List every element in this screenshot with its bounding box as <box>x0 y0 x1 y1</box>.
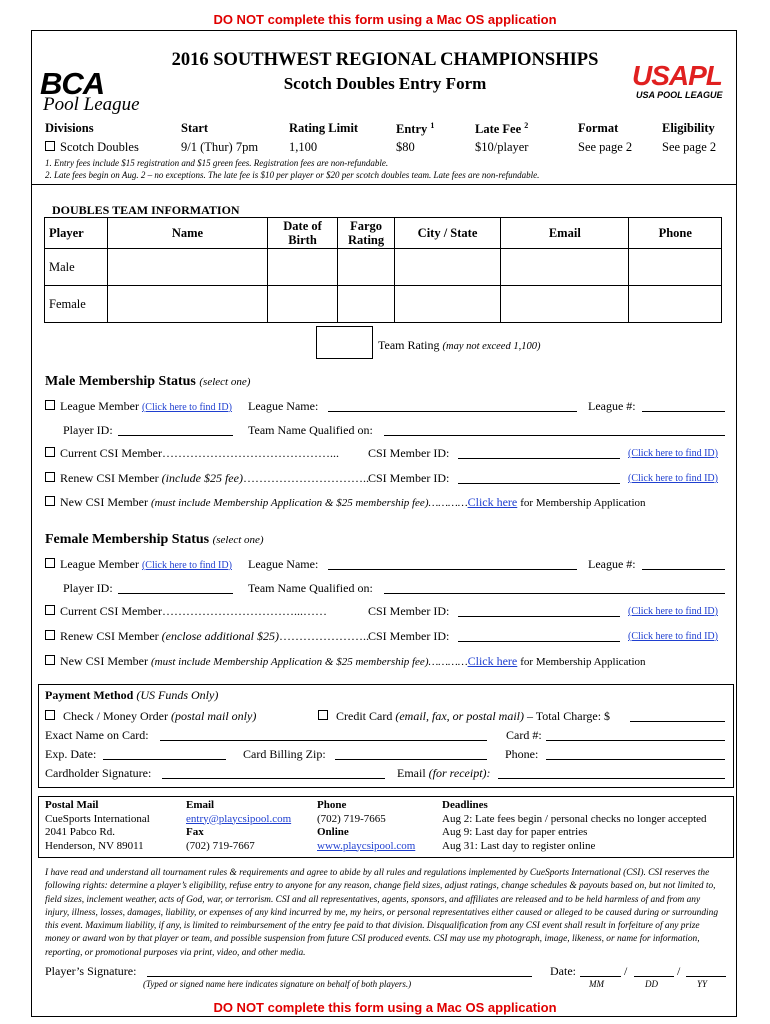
col-entry: Entry $^1$ <box>396 121 435 137</box>
male-renew-option[interactable]: Renew CSI Member (include $25 fee)………………………….. <box>45 471 369 486</box>
male-csi-id-label-1: CSI Member ID: <box>368 446 450 460</box>
form-subtitle: Scotch Doubles Entry Form <box>283 74 487 93</box>
female-find-id-link-2[interactable]: (Click here to find ID) <box>628 606 718 617</box>
date-dd-hint: DD <box>645 979 658 989</box>
check-option[interactable]: Check / Money Order (postal mail only) <box>45 709 256 724</box>
male-email-field[interactable] <box>501 249 629 286</box>
player-signature-label: Player’s Signature: <box>45 964 137 978</box>
checkbox[interactable] <box>318 710 328 720</box>
phone-label: Phone: <box>505 747 539 761</box>
date-yy-hint: YY <box>697 979 708 989</box>
male-current-csi-option[interactable]: Current CSI Member……………………………………... <box>45 446 339 461</box>
bca-logo-text: BCA <box>40 66 105 101</box>
exp-date-field[interactable] <box>103 759 226 760</box>
female-csi-id-label-1: CSI Member ID: <box>368 604 450 618</box>
female-league-num-field[interactable] <box>642 569 725 570</box>
checkbox[interactable] <box>45 400 55 410</box>
th-player: Player <box>45 218 108 249</box>
col-late-fee: Late Fee $^2$ <box>475 121 529 137</box>
male-find-id-link-3[interactable]: (Click here to find ID) <box>628 473 718 484</box>
male-membership-heading: Male Membership Status (select one) <box>45 374 251 389</box>
checkbox[interactable] <box>45 496 55 506</box>
female-dob-field[interactable] <box>267 286 337 323</box>
division-rating: 1,100 <box>289 140 318 154</box>
th-city: City / State <box>394 218 500 249</box>
checkbox[interactable] <box>45 655 55 665</box>
usapl-logo <box>632 62 727 100</box>
billing-zip-label: Card Billing Zip: <box>243 747 326 761</box>
billing-zip-field[interactable] <box>335 759 487 760</box>
male-league-num-label: League #: <box>588 399 636 413</box>
male-league-num-field[interactable] <box>642 411 725 412</box>
divider <box>32 184 736 185</box>
email-fax-block: Email entry@playcsipool.com Fax (702) 719-7667 <box>186 799 292 852</box>
female-player-id-field[interactable] <box>118 593 233 594</box>
col-start: Start <box>181 121 209 135</box>
mac-warning-top: DO NOT complete this form using a Mac OS application <box>213 12 557 27</box>
female-csi-id-field-1[interactable] <box>458 616 620 617</box>
checkbox[interactable] <box>45 605 55 615</box>
phone-field[interactable] <box>546 759 725 760</box>
male-name-field[interactable] <box>108 249 268 286</box>
card-number-field[interactable] <box>546 740 725 741</box>
female-csi-id-field-2[interactable] <box>458 641 620 642</box>
male-new-csi-option[interactable]: New CSI Member (must include Membership Application & $25 membership fee)…………Click here for Membership Application <box>45 495 646 510</box>
male-league-name-field[interactable] <box>328 411 577 412</box>
form-title: 2016 SOUTHWEST REGIONAL CHAMPIONSHIPS <box>171 50 599 70</box>
date-mm-field[interactable] <box>580 976 621 977</box>
receipt-email-field[interactable] <box>498 778 725 779</box>
date-dd-field[interactable] <box>634 976 674 977</box>
male-csi-id-field-1[interactable] <box>458 458 620 459</box>
usapl-logo-subtext: USA POOL LEAGUE <box>636 90 723 100</box>
date-slash-1: / <box>624 964 628 978</box>
exp-date-label: Exp. Date: <box>45 747 97 761</box>
female-csi-id-label-2: CSI Member ID: <box>368 629 450 643</box>
row-label-female: Female <box>45 286 108 323</box>
postal-mail-block: Postal Mail CueSports International 2041 Pabco Rd. Henderson, NV 89011 <box>45 799 150 852</box>
cardholder-signature-label: Cardholder Signature: <box>45 766 152 780</box>
team-rating-box[interactable] <box>316 326 373 359</box>
female-name-field[interactable] <box>108 286 268 323</box>
division-format: See page 2 <box>578 140 633 154</box>
female-fargo-field[interactable] <box>338 286 395 323</box>
female-phone-field[interactable] <box>629 286 722 323</box>
female-email-field[interactable] <box>501 286 629 323</box>
th-fargo: Fargo Rating <box>338 218 395 249</box>
col-divisions: Divisions <box>45 121 94 135</box>
female-league-name-field[interactable] <box>328 569 577 570</box>
female-find-id-link[interactable]: (Click here to find ID) <box>141 560 232 571</box>
receipt-email-label: Email (for receipt): <box>397 766 491 780</box>
female-league-num-label: League #: <box>588 557 636 571</box>
female-team-name-label: Team Name Qualified on: <box>248 581 373 595</box>
division-scotch-doubles[interactable]: Scotch Doubles <box>45 140 139 155</box>
female-team-name-field[interactable] <box>384 593 725 594</box>
team-table <box>44 217 722 323</box>
male-csi-id-field-2[interactable] <box>458 483 620 484</box>
website-link[interactable]: www.playcsipool.com <box>317 839 416 852</box>
card-number-label: Card #: <box>506 728 542 742</box>
row-label-male: Male <box>45 249 108 286</box>
male-find-id-link-2[interactable]: (Click here to find ID) <box>628 448 718 459</box>
phone-online-block: Phone (702) 719-7665 Online www.playcsipool.com <box>317 799 416 852</box>
female-league-member-option[interactable]: League Member (Click here to find ID) <box>45 557 232 572</box>
checkbox[interactable] <box>45 630 55 640</box>
female-membership-heading: Female Membership Status (select one) <box>45 532 264 547</box>
table-row <box>45 286 722 323</box>
date-yy-field[interactable] <box>686 976 726 977</box>
division-eligibility: See page 2 <box>662 140 717 154</box>
mac-warning-bottom: DO NOT complete this form using a Mac OS application <box>213 1000 557 1015</box>
th-email: Email <box>501 218 629 249</box>
player-signature-field[interactable] <box>147 976 532 977</box>
fee-note-1: 1. Entry fees include $15 registration and $15 green fees. Registration fees are non-refundable. <box>45 158 389 168</box>
th-dob: Date of Birth <box>267 218 337 249</box>
male-fargo-field[interactable] <box>338 249 395 286</box>
division-entry: $80 <box>396 140 415 154</box>
division-checkbox[interactable] <box>45 141 55 151</box>
th-phone: Phone <box>629 218 722 249</box>
date-mm-hint: MM <box>589 979 604 989</box>
usapl-logo-text: USAPL <box>632 60 722 91</box>
female-league-name-label: League Name: <box>248 557 319 571</box>
date-label: Date: <box>550 964 576 978</box>
checkbox[interactable] <box>45 447 55 457</box>
contact-email-link[interactable]: entry@playcsipool.com <box>186 812 292 825</box>
signature-note: (Typed or signed name here indicates signature on behalf of both players.) <box>143 979 412 989</box>
col-format: Format <box>578 121 619 135</box>
fee-note-2: 2. Late fees begin on Aug. 2 – no exceptions. The late fee is $10 per player or $20 per scotch doubles team. Late fees are non-refundable. <box>45 170 540 180</box>
credit-card-option[interactable]: Credit Card (email, fax, or postal mail) – Total Charge: $ <box>318 709 610 724</box>
name-on-card-label: Exact Name on Card: <box>45 728 149 742</box>
cardholder-signature-field[interactable] <box>162 778 385 779</box>
table-row <box>45 249 722 286</box>
female-membership-app-link[interactable]: Click here <box>467 654 518 668</box>
male-dob-field[interactable] <box>267 249 337 286</box>
division-start: 9/1 (Thur) 7pm <box>181 140 259 154</box>
deadlines-block: Deadlines Aug 2: Late fees begin / personal checks no longer accepted Aug 9: Last day for paper entries Aug 31: Last day to register online <box>442 799 707 852</box>
female-current-csi-option[interactable]: Current CSI Member……………………………...…… <box>45 604 327 619</box>
checkbox[interactable] <box>45 558 55 568</box>
female-renew-option[interactable]: Renew CSI Member (enclose additional $25)………………….. <box>45 629 369 644</box>
col-rating-limit: Rating Limit <box>289 121 359 135</box>
female-player-id-label: Player ID: <box>63 581 113 595</box>
male-city-field[interactable] <box>394 249 500 286</box>
male-membership-app-link[interactable]: Click here <box>467 495 518 509</box>
male-league-name-label: League Name: <box>248 399 319 413</box>
male-team-name-label: Team Name Qualified on: <box>248 423 373 437</box>
date-slash-2: / <box>677 964 681 978</box>
col-eligibility: Eligibility <box>662 121 715 135</box>
team-info-heading: DOUBLES TEAM INFORMATION <box>52 203 240 217</box>
male-csi-id-label-2: CSI Member ID: <box>368 471 450 485</box>
checkbox[interactable] <box>45 472 55 482</box>
bca-logo-subtext: Pool League <box>43 94 140 115</box>
division-late: $10/player <box>475 140 529 154</box>
male-find-id-link[interactable]: (Click here to find ID) <box>141 402 232 413</box>
team-rating-label: Team Rating (may not exceed 1,100) <box>378 338 541 352</box>
checkbox[interactable] <box>45 710 55 720</box>
female-new-csi-option[interactable]: New CSI Member (must include Membership Application & $25 membership fee)…………Click here for Membership Application <box>45 654 646 669</box>
female-find-id-link-3[interactable]: (Click here to find ID) <box>628 631 718 642</box>
legal-agreement: I have read and understand all tournament rules & requirements and agree to abide by all rules and regulations implemented by CueSports International (CSI). CSI reserves the following rights: determine a player’s eligibility, refuse entry to anyone for any reason, change field sizes, adjust ratings, change schedules & payouts based on, but not limited to, field sizes, inclement weather, acts of God, war, or terrorism. CSI and all representatives, agents, sponsors, and affiliates are released and to be held harmless of and from any injury, illness, losses, damages, liability, or expenses of any kind incurred by me, my heirs, or personal representatives either caused or alleged to be caused during or surrounding this event. Maximum liability, if any, is limited to reimbursement of the entry fee paid to that division. Disqualification from any CSI event shall result in forfeiture of any prize money or award won by that player or team, and possible suspension from future CSI produced events. CSI may use my photograph, image, likeness, or name for information, reporting, or promotional purposes via print, video, and other media. <box>45 868 719 958</box>
total-charge-field[interactable] <box>630 721 725 722</box>
male-league-member-option[interactable]: League Member (Click here to find ID) <box>45 399 232 414</box>
male-phone-field[interactable] <box>629 249 722 286</box>
payment-heading: Payment Method (US Funds Only) <box>45 688 219 702</box>
th-name: Name <box>108 218 268 249</box>
female-city-field[interactable] <box>394 286 500 323</box>
name-on-card-field[interactable] <box>160 740 487 741</box>
male-team-name-field[interactable] <box>384 435 725 436</box>
male-player-id-label: Player ID: <box>63 423 113 437</box>
male-player-id-field[interactable] <box>118 435 233 436</box>
